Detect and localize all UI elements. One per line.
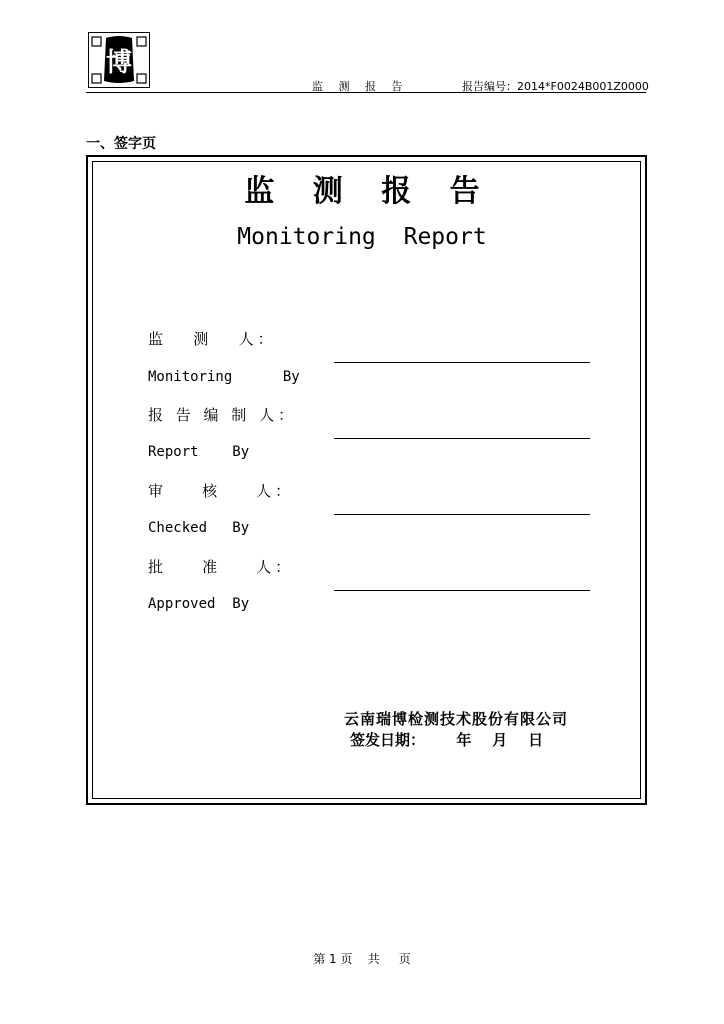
company-name: 云南瑞博检测技术股份有限公司 [344,710,569,728]
header-divider [86,92,646,93]
monitor-signature-line[interactable] [334,362,590,363]
header-title: 监 测 报 告 [312,80,409,93]
reviewer-label-cn: 审 核 人： [148,482,295,500]
approver-label-cn: 批 准 人： [148,558,295,576]
card-title-cn: 监 测 报 告 [244,174,494,209]
company-logo [88,32,150,88]
compiler-label-en: Report By [148,444,250,460]
reviewer-label-en: Checked By [148,520,250,536]
page-footer: 第 1 页 共 页 [313,952,411,966]
approver-signature-line[interactable] [334,590,590,591]
section-title: 一、签字页 [86,136,156,152]
compiler-label-cn: 报 告 编 制 人： [148,406,298,424]
monitor-label-cn: 监 测 人： [148,330,277,348]
logo-glyph: 博 [105,48,133,78]
approver-label-en: Approved By [148,596,250,612]
compiler-signature-line[interactable] [334,438,590,439]
report-number: 报告编号：2014*F0024B001Z0000 [462,80,649,93]
monitor-label-en: Monitoring By [148,369,300,385]
card-title-en: Monitoring Report [237,224,487,250]
reviewer-signature-line[interactable] [334,514,590,515]
issue-date: 签发日期： 年 月 日 [350,731,544,749]
